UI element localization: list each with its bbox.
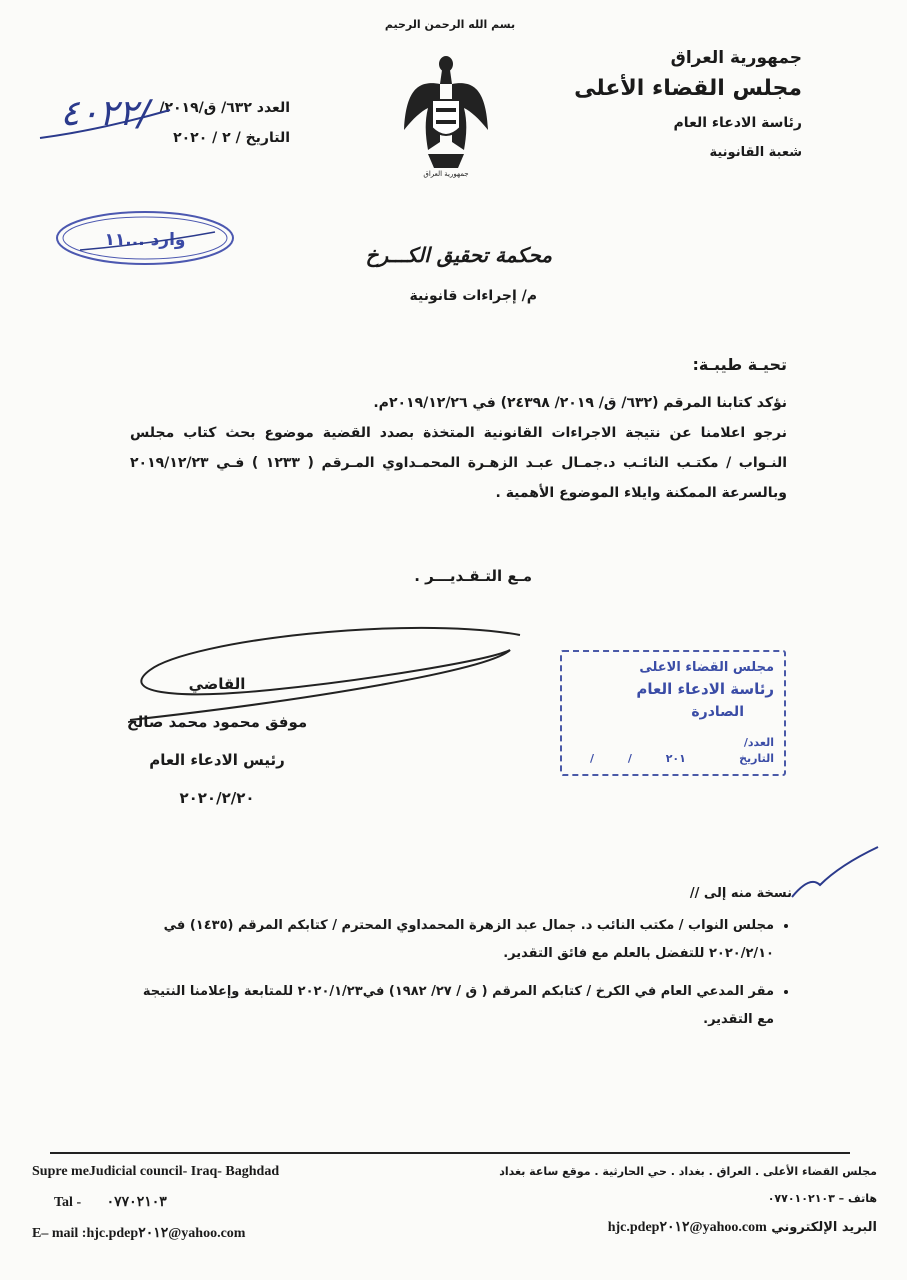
footer-ar-phone: هاتف – ٠٧٧٠١٠٢١٠٣ [767, 1192, 877, 1205]
footer-en-email: E– mail :hjc.pdep٢٠١٢@yahoo.com [32, 1226, 246, 1241]
incoming-stamp-text: وارد ...١١ [104, 230, 186, 250]
body-paragraph-2a: نرجو اعلامنا عن نتيجة الاجراءات القانونية المتخذة بصدد القضية موضوع بحث كتاب مجلس [130, 425, 787, 441]
footer-ar-email [437, 1219, 877, 1236]
footer-en-tel-value: ٠٧٧٠٢١٠٣ [106, 1195, 167, 1210]
footer-divider [50, 1152, 850, 1154]
addressee-court: محكمة تحقيق الكـــرخ [365, 243, 552, 267]
signer-title: القاضي [188, 675, 246, 693]
document-number: العدد ٦٣٢/ ق/٢٠١٩/ [159, 100, 290, 116]
signature-date: ٢٠٢٠/٢/٢٠ [179, 789, 255, 807]
handwritten-number-text: ٤٠٢٢/ [60, 93, 150, 134]
copies-list [140, 912, 792, 1034]
document-date: التاريخ / ٢ / ٢٠٢٠ [173, 130, 290, 146]
stamp-date-label: التاريخ [739, 752, 774, 765]
greeting: تحيـة طيبـة: [692, 355, 787, 374]
copy-recipient-2: • مقر المدعي العام في الكرخ / كتابكم المرقم ( ق / ٢٧/ ١٩٨٢) في٢٠٢٠/١/٢٣ للمتابعة وإعلامنا النتيجة مع التقدير. [140, 978, 774, 1034]
body-paragraph-2b: النـواب / مكتـب النائـب د.جمـال عبـد الزهـرة المحمـداوي المـرقم ( ١٢٣٣ ) فـي ٢٠١٩/١٢/٢٣ [130, 455, 787, 471]
presidency-name: رئاسة الادعاء العام [673, 115, 802, 131]
letterhead-right [502, 48, 802, 160]
body-paragraph-2c: وبالسرعة الممكنة وايلاء الموضوع الأهمية . [495, 485, 787, 501]
signer-position: رئيس الادعاء العام [149, 751, 285, 769]
body-paragraph-1: نؤكد كتابنا المرقم (٦٣٢/ ق/ ٢٠١٩/ ٢٤٣٩٨) في ٢٠١٩/١٢/٢٦م. [373, 395, 787, 411]
incoming-oval-stamp [50, 208, 240, 268]
iraq-eagle-emblem-icon [398, 50, 494, 178]
subject-line: م/ إجراءات قانونية [409, 288, 537, 304]
stamp-number-label: العدد/ [743, 736, 774, 749]
stamp-outgoing: الصادرة [691, 704, 744, 720]
footer-ar-address: مجلس القضاء الأعلى . العراق . بغداد . حي الحارثية . موقع ساعة بغداد [499, 1165, 877, 1178]
copies-title: نسخة منه إلى // [689, 886, 792, 901]
closing-regards: مـع التـقـديـــر . [414, 567, 532, 585]
footer-arabic [437, 1165, 877, 1250]
stamp-presidency: رئاسة الادعاء العام [636, 680, 774, 698]
handwritten-number [30, 80, 180, 150]
country-name: جمهورية العراق [670, 48, 802, 68]
letter-body [130, 350, 787, 508]
footer-en-tel [32, 1194, 352, 1211]
footer-en-name: Supre meJudicial council- Iraq- Baghdad [32, 1164, 280, 1179]
signer-name: موفق محمود محمد صالح [126, 713, 308, 731]
footer-english [32, 1164, 352, 1256]
outgoing-stamp [560, 650, 786, 776]
footer-ar-email-label: البريد الإلكتروني [771, 1220, 877, 1235]
council-name: مجلس القضاء الأعلى [574, 76, 802, 101]
copies-section [140, 880, 792, 1044]
emblem-caption: جمهورية العراق [423, 170, 469, 178]
footer-en-tel-label: Tal - [54, 1195, 82, 1210]
stamp-council: مجلس القضاء الاعلى [639, 660, 774, 675]
stamp-date-value: ٢٠١ / / [590, 752, 686, 765]
basmala: بسم الله الرحمن الرحيم [384, 18, 516, 31]
section-name: شعبة القانونية [709, 145, 802, 160]
copy-recipient-1: • مجلس النواب / مكتب النائب د. جمال عبد الزهرة المحمداوي المحترم / كتابكم المرقم (١٤٣٥) في ٢٠٢٠/٢/١٠ للتفضل بالعلم مع فائق التقدير. [140, 912, 774, 968]
handwritten-check-mark [790, 845, 880, 905]
footer-ar-email-value: hjc.pdep٢٠١٢@yahoo.com [607, 1220, 767, 1235]
signature-block [107, 665, 327, 817]
